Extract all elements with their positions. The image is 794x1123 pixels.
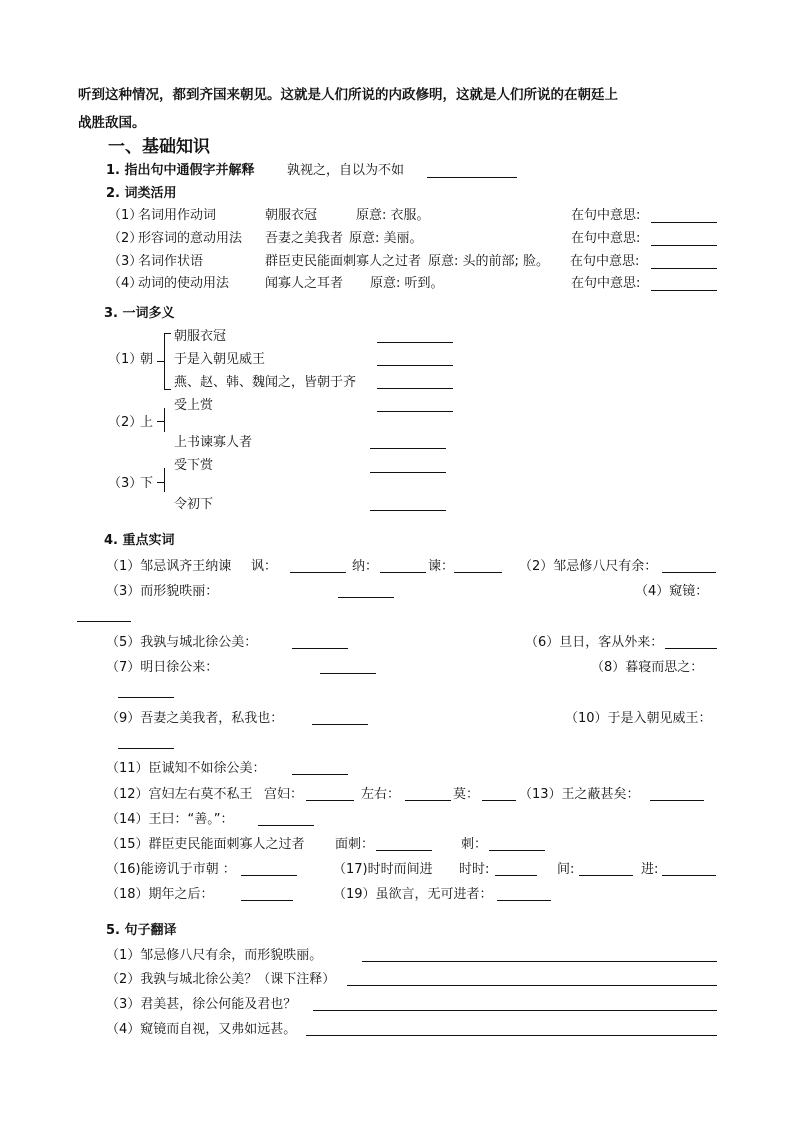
q4-blank[interactable] [292, 648, 348, 649]
q2-row-blank[interactable] [651, 290, 717, 291]
q3-item: 上书谏寡人者 [174, 435, 253, 450]
q2-row-type: 名词作状语 [138, 254, 204, 269]
q2-row-ask: 在句中意思: [571, 208, 641, 223]
q4-item: 纳： [352, 559, 379, 574]
q4-item: （16)能谤讥于市朝 ： [106, 862, 236, 877]
q3-item: 受上赏 [174, 398, 214, 413]
q2-row-ask: 在句中意思: [571, 276, 641, 291]
q4-item: （1）邹忌讽齐王纳谏 [106, 559, 232, 574]
q3-brace-tick [157, 482, 164, 483]
q3-item-blank[interactable] [377, 342, 453, 343]
q4-blank[interactable] [662, 572, 716, 573]
q4-item: （4）窥镜： [635, 584, 709, 599]
q4-item: （18）期年之后： [106, 887, 214, 902]
q3-brace-tick [157, 421, 164, 422]
q4-item: （3）而形貌昳丽： [106, 584, 219, 599]
section-title: 一、基础知识 [108, 137, 210, 157]
q5-answer-line[interactable] [306, 1035, 717, 1036]
q3-item-blank[interactable] [377, 411, 453, 412]
q4-blank[interactable] [497, 900, 551, 901]
q5-answer-line[interactable] [347, 985, 717, 986]
q2-row-blank[interactable] [651, 268, 717, 269]
q4-item: （6）旦日，客从外来： [525, 635, 664, 650]
q4-label: 4. 重点实词 [104, 533, 175, 548]
q4-item: （17)时时而间进 [333, 862, 433, 877]
q4-blank[interactable] [405, 800, 451, 801]
q3-item-blank[interactable] [370, 472, 446, 473]
q4-blank[interactable] [454, 572, 502, 573]
q3-group-num: （1） [108, 352, 143, 367]
q4-blank[interactable] [77, 621, 131, 622]
q4-item: （13）王之蔽甚矣： [519, 787, 640, 802]
q3-brace-tick [157, 361, 164, 362]
q5-item: （1）邹忌修八尺有余，而形貌昳丽。 [106, 948, 323, 963]
q3-group-word: 上 [140, 415, 154, 430]
q4-item: 时时: [459, 862, 490, 877]
q3-brace [164, 408, 165, 432]
q3-brace [164, 468, 165, 492]
q4-item: 宫妇： [264, 787, 304, 802]
q4-blank[interactable] [290, 572, 346, 573]
q4-item: 间: [557, 862, 575, 877]
q5-item: （2）我孰与城北徐公美？（课下注释） [106, 972, 336, 987]
q3-group-word: 下 [140, 476, 154, 491]
q3-item-blank[interactable] [377, 365, 453, 366]
q4-item: （15）群臣吏民能面刺寡人之过者 [106, 837, 305, 852]
q4-blank[interactable] [118, 697, 174, 698]
q4-item: （5）我孰与城北徐公美： [106, 635, 258, 650]
q4-blank[interactable] [241, 875, 297, 876]
q4-blank[interactable] [320, 673, 376, 674]
q5-item: （4）窥镜而自视，又弗如远甚。 [106, 1022, 297, 1037]
q5-label: 5. 句子翻译 [106, 923, 177, 938]
q4-item: （9）吾妻之美我者，私我也： [106, 711, 284, 726]
q4-item: 讽： [251, 559, 278, 574]
q2-row-example: 朝服衣冠 [265, 208, 318, 223]
q3-item-blank[interactable] [370, 510, 446, 511]
q3-label: 3. 一词多义 [104, 306, 175, 321]
q4-item: 面刺： [335, 837, 375, 852]
q2-row-type: 动词的使动用法 [138, 276, 230, 291]
q3-item: 燕、赵、韩、魏闻之，皆朝于齐 [174, 375, 357, 390]
q4-blank[interactable] [482, 800, 516, 801]
q3-item: 受下赏 [174, 458, 214, 473]
q4-blank[interactable] [650, 800, 704, 801]
q3-brace-tick [164, 333, 171, 334]
q2-row-type: 形容词的意动用法 [138, 231, 243, 246]
q4-item: 刺： [461, 837, 488, 852]
q4-blank[interactable] [312, 724, 368, 725]
q3-group-word: 朝 [140, 352, 154, 367]
q2-row-num: （1） [108, 208, 143, 223]
q2-row-example: 吾妻之美我者 [265, 231, 344, 246]
q2-row-orig: 原意: 头的前部; 脸。 [428, 254, 550, 269]
q4-item: （2）邹忌修八尺有余： [519, 559, 658, 574]
q4-item: （12）宫妇左右莫不私王 [106, 787, 253, 802]
q2-row-type: 名词用作动词 [138, 208, 217, 223]
q4-blank[interactable] [292, 774, 348, 775]
q2-row-ask: 在句中意思: [571, 231, 641, 246]
q2-row-orig: 原意: 听到。 [370, 276, 444, 291]
q4-item: （19）虽欲言，无可进者： [333, 887, 493, 902]
q4-item: 进: [641, 862, 659, 877]
q2-row-num: （3） [108, 254, 143, 269]
q2-row-blank[interactable] [651, 222, 717, 223]
q4-item: 谏： [428, 559, 455, 574]
q4-item: 左右： [361, 787, 401, 802]
q2-row-orig: 原意: 美丽。 [349, 231, 423, 246]
q4-blank[interactable] [258, 825, 314, 826]
q4-item: （11）臣诚知不如徐公美： [106, 761, 266, 776]
q1-answer-blank[interactable] [427, 177, 517, 178]
q1-label: 1. 指出句中通假字并解释 [106, 163, 255, 178]
q4-blank[interactable] [306, 800, 354, 801]
q4-item: （14）王曰：“善。”： [106, 812, 234, 827]
q1-sentence: 孰视之，自以为不如 [287, 163, 405, 178]
q4-blank[interactable] [495, 875, 537, 876]
q2-row-num: （4） [108, 276, 143, 291]
q4-item: 莫： [453, 787, 480, 802]
q2-row-ask: 在句中意思: [570, 254, 640, 269]
q5-answer-line[interactable] [362, 961, 717, 962]
intro-line-1: 听到这种情况，都到齐国来朝见。这就是人们所说的内政修明，这就是人们所说的在朝廷上 [78, 87, 618, 103]
q3-item-blank[interactable] [377, 388, 453, 389]
q4-blank[interactable] [376, 850, 432, 851]
q3-group-num: （3） [108, 476, 143, 491]
q2-row-num: （2） [108, 231, 143, 246]
q2-row-example: 闻寡人之耳者 [265, 276, 344, 291]
q4-item: （7）明日徐公来： [106, 660, 219, 675]
intro-line-2: 战胜敌国。 [78, 115, 146, 131]
q2-label: 2. 词类活用 [106, 186, 177, 201]
q2-row-example: 群臣吏民能面刺寡人之过者 [265, 254, 422, 269]
q4-blank[interactable] [380, 572, 426, 573]
q4-blank[interactable] [241, 900, 293, 901]
q4-blank[interactable] [489, 850, 545, 851]
q5-item: （3）君美甚，徐公何能及君也？ [106, 997, 297, 1012]
q3-brace [164, 333, 165, 389]
q4-blank[interactable] [118, 748, 174, 749]
q5-answer-line[interactable] [313, 1010, 717, 1011]
q4-blank[interactable] [579, 875, 633, 876]
q4-blank[interactable] [338, 597, 394, 598]
q3-brace-tick [164, 389, 171, 390]
q4-item: （8）暮寝而思之： [591, 660, 704, 675]
q2-row-orig: 原意: 衣服。 [356, 208, 430, 223]
q3-item: 于是入朝见威王 [174, 352, 266, 367]
q4-blank[interactable] [665, 648, 717, 649]
q3-item: 朝服衣冠 [174, 329, 227, 344]
q2-row-blank[interactable] [651, 245, 717, 246]
q4-blank[interactable] [662, 875, 716, 876]
q4-item: （10）于是入朝见威王： [565, 711, 712, 726]
q3-group-num: （2） [108, 415, 143, 430]
q3-item: 令初下 [174, 497, 214, 512]
q3-item-blank[interactable] [370, 448, 446, 449]
